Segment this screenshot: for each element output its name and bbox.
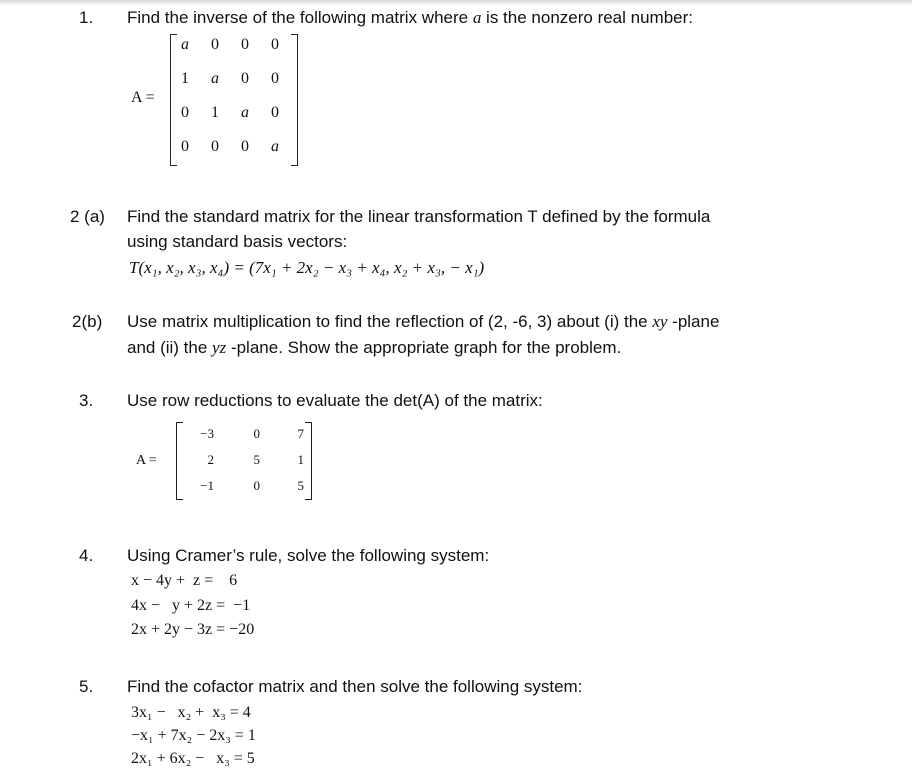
q3-matrix-cell: −3 — [200, 426, 214, 441]
q1-matrix-cell: a — [241, 104, 249, 121]
q1-matrix-cell: 0 — [271, 36, 279, 53]
q2b-line1: Use matrix multiplication to find the reflection of (2, -6, 3) about (i) the xy -plane — [127, 312, 720, 331]
q3-matrix-label: A = — [136, 453, 157, 468]
q1-matrix-cell: 0 — [241, 36, 249, 53]
q1-matrix-cell: 0 — [271, 70, 279, 87]
q5-equation-2: −x₁ + 7x₂ − 2x₃ = 1 — [131, 727, 256, 744]
q2b-number: 2(b) — [72, 312, 103, 331]
q1-matrix-cell: 1 — [211, 104, 219, 121]
q1-number: 1. — [79, 8, 94, 27]
q3-text: Use row reductions to evaluate the det(A) of the matrix: — [127, 391, 543, 410]
q2a-number: 2 (a) — [70, 207, 105, 226]
q5-text: Find the cofactor matrix and then solve the following system: — [127, 677, 583, 696]
q2a-line2: using standard basis vectors: — [127, 232, 348, 251]
q1-matrix-cell: 0 — [181, 104, 189, 121]
q1-matrix-cell: a — [211, 70, 219, 87]
q1-matrix-cell: 0 — [271, 104, 279, 121]
q1-matrix-cell: 0 — [211, 36, 219, 53]
q3-matrix-cell: 5 — [253, 452, 260, 467]
q4-text: Using Cramer’s rule, solve the following system: — [127, 546, 490, 565]
q4-equation-2: 4x − y + 2z = −1 — [131, 597, 251, 614]
q1-matrix-cell: a — [271, 138, 279, 155]
q1-matrix — [170, 34, 298, 166]
q3-matrix-cell: 1 — [297, 452, 304, 467]
q3-matrix-cell: 7 — [297, 426, 304, 441]
q4-equation-3: 2x + 2y − 3z = −20 — [131, 621, 255, 638]
q3-number: 3. — [79, 391, 94, 410]
q5-equation-3: 2x₁ + 6x₂ − x₃ = 5 — [131, 750, 255, 767]
q3-matrix-cell: 2 — [207, 452, 214, 467]
q2a-line1: Find the standard matrix for the linear transformation T defined by the formula — [127, 207, 711, 226]
q1-matrix-cell: 0 — [241, 138, 249, 155]
q1-matrix-cell: 0 — [241, 70, 249, 87]
q1-matrix-cell: 1 — [181, 70, 189, 87]
q4-number: 4. — [79, 546, 94, 565]
q5-number: 5. — [79, 677, 94, 696]
q3-matrix-cell: 0 — [253, 426, 260, 441]
q4-equation-1: x − 4y + z = 6 — [131, 572, 238, 589]
q1-matrix-label: A = — [131, 89, 155, 106]
q1-matrix-cell: a — [181, 36, 189, 53]
q2b-line2: and (ii) the yz -plane. Show the appropriate graph for the problem. — [127, 338, 622, 357]
q1-matrix-cell: 0 — [211, 138, 219, 155]
q3-matrix-cell: 5 — [297, 478, 304, 493]
q5-equation-1: 3x₁ − x₂ + x₃ = 4 — [131, 704, 251, 721]
q3-matrix — [176, 422, 312, 500]
q1-matrix-cell: 0 — [181, 138, 189, 155]
q3-matrix-cell: −1 — [200, 478, 214, 493]
q3-matrix-cell: 0 — [253, 478, 260, 493]
q1-text: Find the inverse of the following matrix where a is the nonzero real number: — [127, 8, 693, 27]
q2a-formula: T(x₁, x₂, x₃, x₄) = (7x₁ + 2x₂ − x₃ + x₄, x₂ + x₃, − x₁) — [129, 258, 485, 277]
